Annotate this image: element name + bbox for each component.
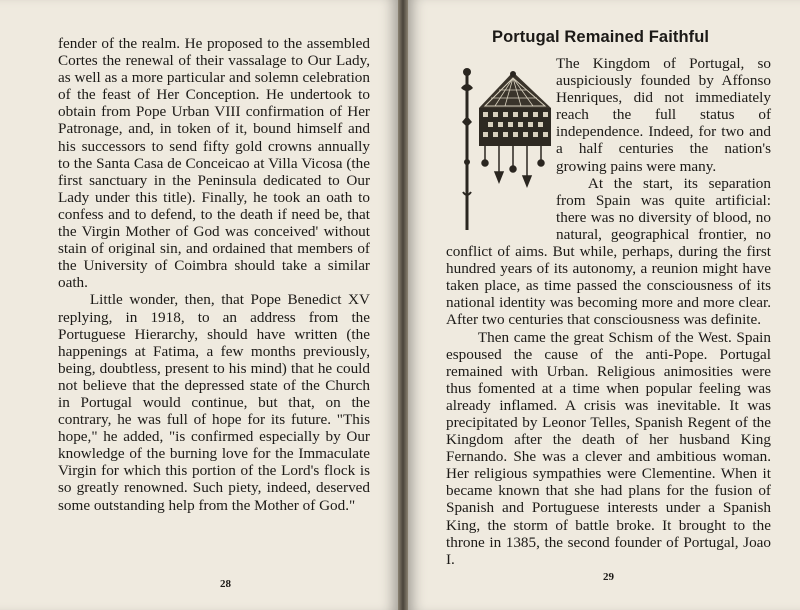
right-paragraph-2: At the start, its separation from Spain was quite artificial: there was no diversity of blood, no natural, geographical frontier, no conflict of aims. But while, perhaps, during the first hundred years of its autonomy, a reunion might have taken place, as time passed the consciousness of its national identity was becoming more and more clear. After two centuries that consciousness was definite.	[446, 174, 771, 329]
book-gutter	[398, 0, 408, 610]
right-page-number: 29	[603, 571, 614, 583]
illustration-space	[446, 55, 556, 226]
left-paragraph-1: fender of the realm. He proposed to the assembled Cortes the renewal of their vassalage to Our Lady, as well as a more particular and solemn celebration of the feast of Her Conception. He undertook to obtain from Pope Urban VIII confirmation of Her Patronage, and, in token of it, bound himself and his successors to send fifty gold crowns annually to the Santa Casa de Conceicao at Villa Vicosa (the first sanctuary in the Peninsula dedicated to Our Lady under this title). Finally, he took an oath to confess and to defend, to the death if need be, that the Virgin Mother of God was conceived' without stain of original sin, and ordained that members of the University of Coimbra should take a similar oath.	[58, 35, 370, 292]
right-paragraph-3: Then came the great Schism of the West. Spain espoused the cause of the anti-Pope. Portugal remained with Urban. Religious animosities were thus fomented at a time when popular feeling was already inflamed. A crisis was inevitable. It was precipitated by Leonor Telles, Spanish Regent of the Kingdom after the death of her husband King Fernando. She was a clever and ambitious woman. Her religious sympathies were Clementine. When it became known that she had plans for the fusion of Spanish and Portuguese interests under a Spanish King, the storm of battle broke. It brought to the throne in 1385, the second founder of Portugal, Joao I.	[446, 328, 771, 568]
left-page	[0, 0, 398, 610]
left-paragraph-2: Little wonder, then, that Pope Benedict XV replying, in 1918, to an address from the Portuguese Hierarchy, should have written (the happenings at Fatima, a few months previously, being, doubtless, present to his mind) that he could not believe that the depressed state of the Church in Portugal would continue, but that, on the contrary, he was full of hope for its future. "This hope," he added, "is confirmed especially by Our knowledge of the burning love for the Immaculate Virgin for which this portion of the Lord's flock is so greatly renowned. Such piety, indeed, deserved some outstanding help from the Mother of God."	[58, 291, 370, 514]
left-page-text	[58, 35, 370, 514]
right-page-text	[446, 55, 771, 568]
left-page-number: 28	[220, 578, 231, 590]
chapter-title: Portugal Remained Faithful	[492, 28, 710, 46]
right-paragraph-1: The Kingdom of Portugal, so auspiciously founded by Affonso Henriques, did not immediately reach the full status of independence. Indeed, for two and a half centuries the nation's growing pains were many.	[556, 55, 771, 175]
